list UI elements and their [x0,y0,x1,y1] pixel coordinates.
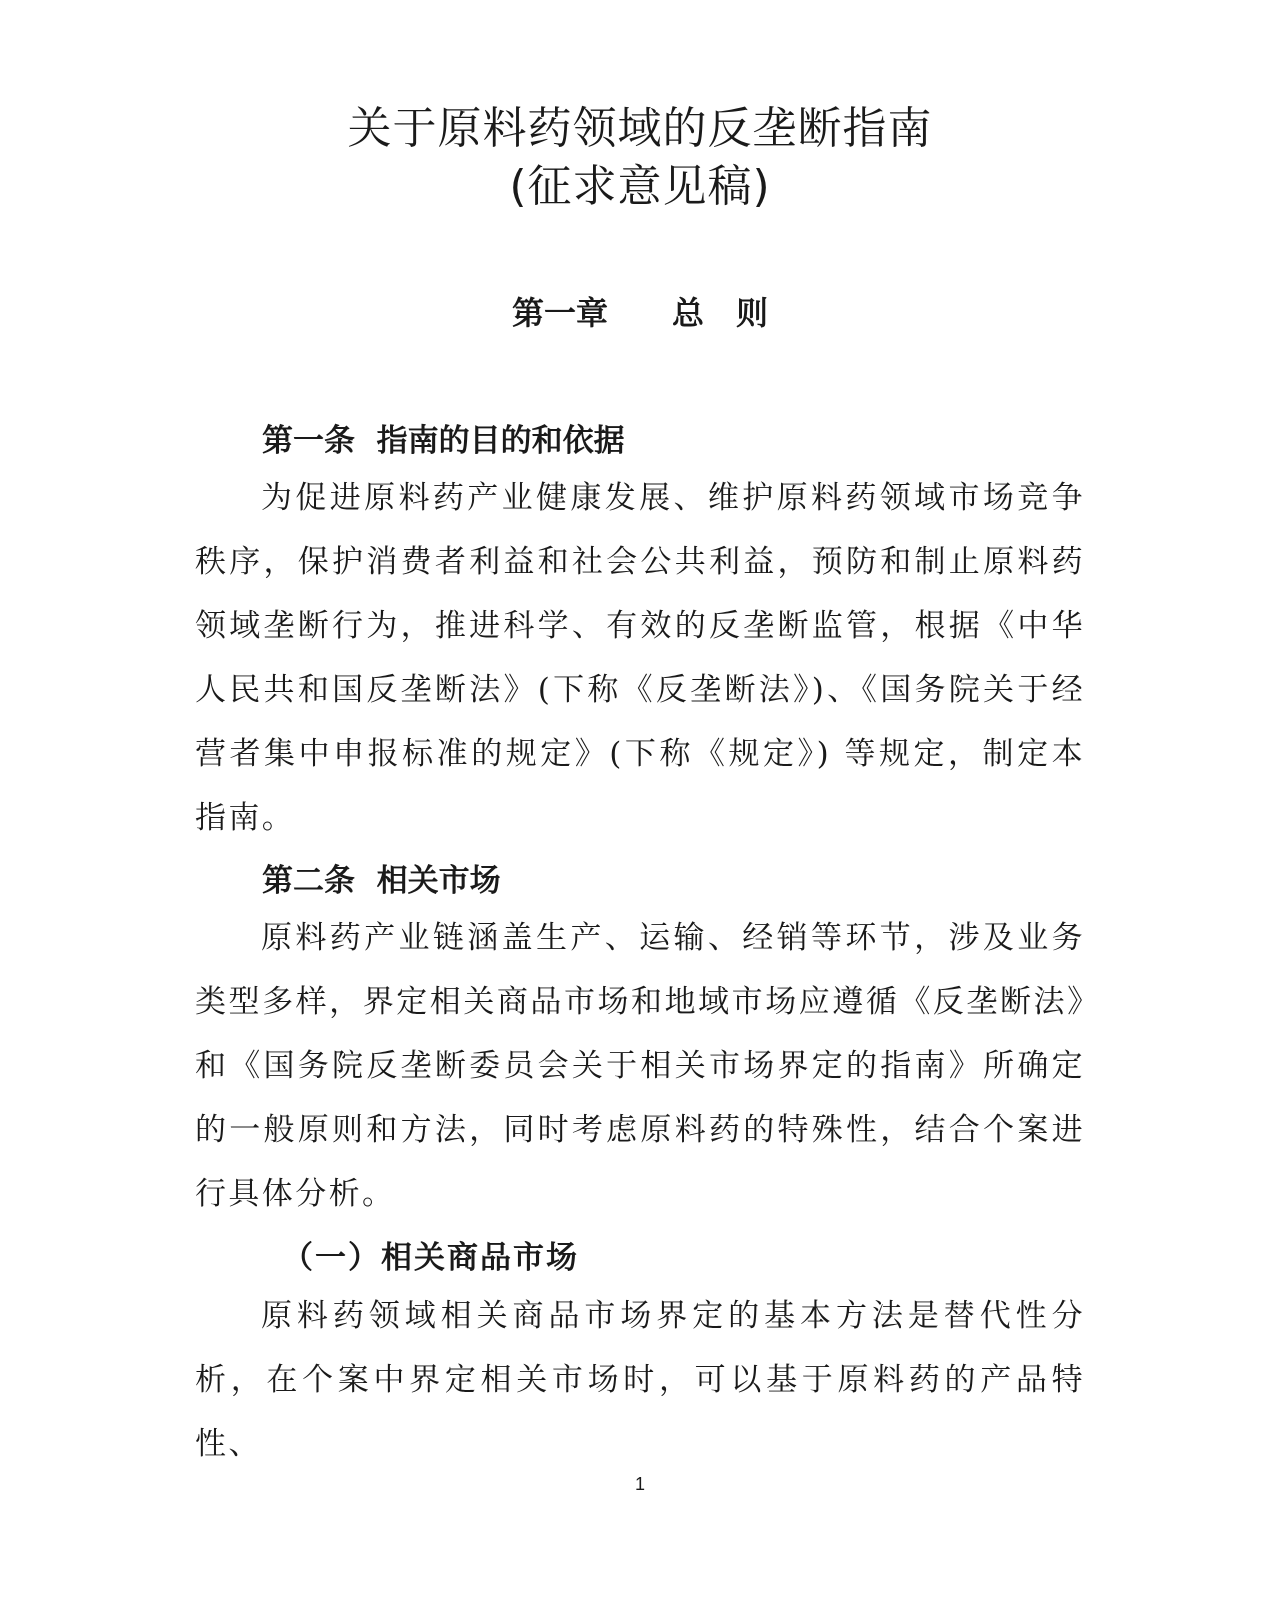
section-body-product-market: 原料药领域相关商品市场界定的基本方法是替代性分析，在个案中界定相关市场时，可以基于原料药的产品特性、 [195,1298,1085,1462]
article1-body: 为促进原料药产业健康发展、维护原料药领域市场竞争秩序，保护消费者利益和社会公共利益，预防和制止原料药领域垄断行为，推进科学、有效的反垄断监管，根据《中华人民共和国反垄断法》(下称《反垄断法》)、《国务院关于经营者集中申报标准的规定》(下称《规定》) 等规定，制定本指南。 [195,480,1085,836]
page-number: 1 [634,1474,645,1494]
article2-heading: 第二条 相关市场 [262,863,501,899]
chapter-heading: 第一章 总 则 [511,294,768,332]
document-title: 关于原料药领域的反垄断指南 [347,103,933,154]
section-heading-product-market: （一）相关商品市场 [282,1240,579,1276]
article2-body: 原料药产业链涵盖生产、运输、经销等环节，涉及业务类型多样，界定相关商品市场和地域市场应遵循《反垄断法》和《国务院反垄断委员会关于相关市场界定的指南》所确定的一般原则和方法，同时考虑原料药的特殊性，结合个案进行具体分析。 [195,920,1085,1212]
document-subtitle: (征求意见稿) [509,161,771,212]
article1-heading: 第一条 指南的目的和依据 [262,423,625,459]
